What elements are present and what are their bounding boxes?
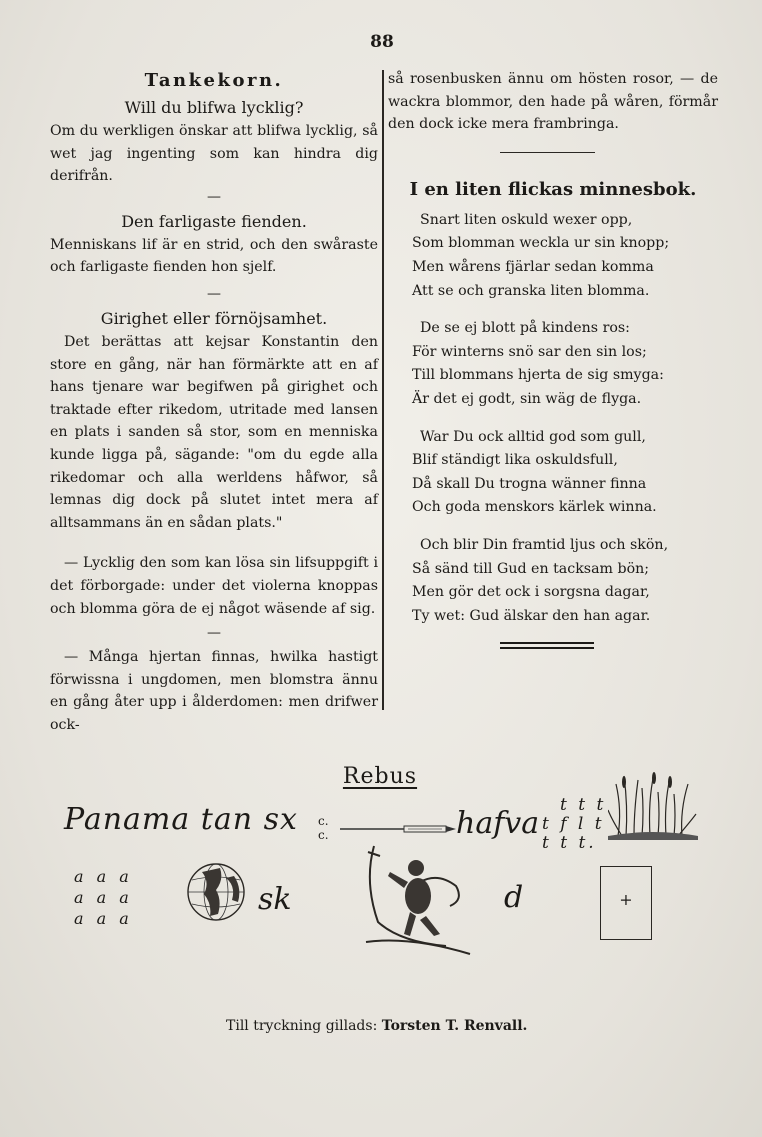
aphorism-text-5: — Många hjertan finnas, hwilka hastigt förwissna i ungdomen, men blomstra ännu en gång åter upp i ålderdomen: men drifwer ock- [50,649,378,733]
aphorism-text-3: Det berättas att kejsar Konstantin den store en gång, när han förmärkte att en af hans tjenare war begifwen på girighet och traktade efter rikedom, utritade med lansen en plats i sanden så stor, som en menniska kunde ligga på, sägande: "om du egde alla rikedomar och alla werldens håfwor, så lemnas dig dock på slutet intet mera af alltsammans än en sådan plats." [50,333,378,531]
imprint [226,1018,546,1034]
rebus-t-grid [542,796,606,853]
rebus-plus-box: + [600,866,652,940]
rebus-c-bottom: c. [318,828,329,842]
rebus-pen-icon [338,822,458,836]
rebus-reeds-icon [608,770,698,840]
imprint-prefix: Till tryckning gillads: [226,1018,378,1034]
poem-title: I en liten flickas minnesbok. [409,178,697,200]
aphorism-title-3: Girighet eller förnöjsamhet. [100,308,328,328]
rebus-hafva-text: hafva [456,806,540,841]
poem-line: Men gör det ock i sorgsna dagar, [412,584,650,601]
poem-line: Är det ej godt, sin wäg de flyga. [412,390,642,407]
rebus-globe-icon [182,860,252,926]
rebus-sk-text: sk [258,882,292,917]
aphorism-title-1: Will du blifwa lycklig? [124,98,304,117]
rebus-cc [318,814,329,842]
poem-line: Men wårens fjärlar sedan komma [412,258,654,275]
dash-separator: — [207,625,221,642]
poem-line: Att se och granska liten blomma. [412,282,650,299]
poem-line: Till blommans hjerta de sig smyga: [412,367,664,384]
poem-line: Och goda menskors kärlek winna. [412,499,657,516]
poem-line: Då skall Du trogna wänner finna [412,475,647,492]
rebus-title: Rebus [342,764,418,789]
poem-stanza [388,426,718,520]
rebus-c-top: c. [318,814,329,828]
poem-stanza [388,534,718,628]
poem-line: War Du ock alltid god som gull, [420,428,646,445]
rebus-a-grid [74,866,133,929]
continued-text: så rosenbusken ännu om hösten rosor, — de wackra blommor, den hade på wåren, förmår den dock icke mera frambringa. [388,71,718,133]
aphorism-text-2: Menniskans lif är en strid, och den swåraste och farligaste fienden hon sjelf. [50,236,378,276]
rebus-t-row: t f l t [542,814,605,834]
poem-stanza [388,317,718,411]
poem-line: Så sänd till Gud en tacksam bön; [412,560,650,577]
poem-line: Och blir Din framtid ljus och skön, [420,536,669,553]
poem-line: De se ej blott på kindens ros: [420,320,630,337]
page-number: 88 [370,32,394,52]
poem-line: För winterns snö sar den sin los; [412,343,647,360]
dash-separator: — [207,285,221,302]
poem-line: Som blomman weckla ur sin knopp; [412,235,670,252]
rebus-a-row: a a a [74,888,133,907]
poem-line: Ty wet: Gud älskar den han agar. [412,607,651,624]
aphorism-text-1: Om du werkligen önskar att blifwa lycklig, så wet jag ingenting som kan hindra dig derifrån. [50,123,378,185]
poem-stanza [388,209,718,303]
column-divider [382,70,384,710]
aphorism-text-4: — Lycklig den som kan lösa sin lifsuppgift i det förborgade: under det violerna knoppas och blomma göra de ej något wäsende af sig. [50,555,378,617]
right-column [388,68,718,652]
left-column [50,68,378,736]
rebus-a-row: a a a [74,909,133,928]
aphorism-title-2: Den farligaste fienden. [121,211,307,231]
section-heading: Tankekorn. [144,70,284,91]
rebus-panama-text: Panama tan sx [64,802,298,837]
rebus-monkey-icon [360,842,480,958]
rebus-t-row: t t t [560,795,607,815]
rebus-a-row: a a a [74,867,133,886]
imprint-name: Torsten T. Renvall. [381,1018,528,1034]
poem-line: Snart liten oskuld wexer opp, [420,211,633,228]
section-rule [500,152,595,153]
rebus-t-row: t t t. [542,833,597,853]
double-end-rule [500,642,594,649]
poem-line: Blif ständigt lika oskuldsfull, [412,452,618,469]
rebus-d-text: d [504,880,524,915]
dash-separator: — [207,188,221,205]
